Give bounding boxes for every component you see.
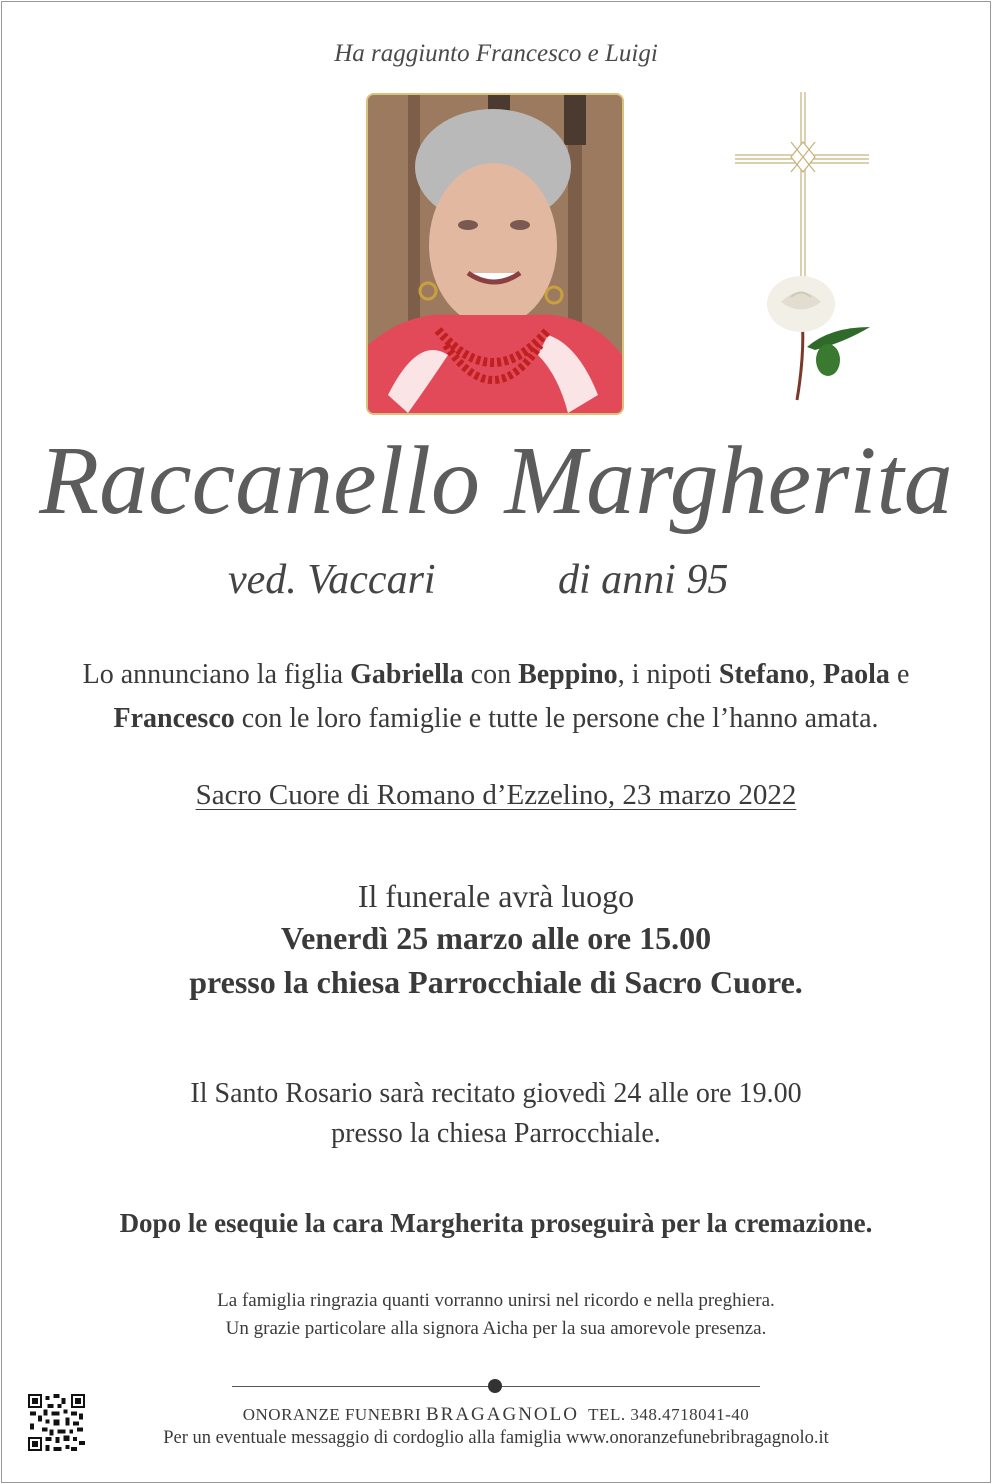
announcement-paragraph: Lo annunciano la figlia Gabriella con Beppino, i nipoti Stefano, Paola e Francesco con le loro famiglie e tutte le persone che l’hanno amata. bbox=[82, 659, 910, 734]
widow-of: ved. Vaccari bbox=[228, 557, 436, 603]
rosary-line-2: presso la chiesa Parrocchiale. bbox=[331, 1118, 661, 1149]
thanks-line-2: Un grazie particolare alla signora Aicha per la sua amorevole presenza. bbox=[225, 1318, 767, 1339]
deceased-name: Raccanello Margherita bbox=[39, 427, 953, 535]
age: di anni 95 bbox=[558, 557, 729, 603]
funeral-line-2: Venerdì 25 marzo alle ore 15.00 bbox=[280, 920, 712, 956]
place-date: Sacro Cuore di Romano d’Ezzelino, 23 marzo 2022 bbox=[195, 779, 797, 811]
condolence-message[interactable]: Per un eventuale messaggio di cordoglio alla famiglia www.onoranzefunebribragagnolo.it bbox=[163, 1428, 829, 1448]
divider-dot bbox=[488, 1379, 502, 1393]
funeral-line-1: Il funerale avrà luogo bbox=[357, 878, 635, 914]
rosary-line-1: Il Santo Rosario sarà recitato giovedì 24 alle ore 19.00 bbox=[190, 1078, 802, 1109]
cross-icon bbox=[735, 92, 871, 402]
portrait-photo bbox=[366, 93, 624, 415]
cremation-note: Dopo le esequie la cara Margherita proseguirà per la cremazione. bbox=[119, 1208, 873, 1238]
company-line: ONORANZE FUNEBRI BRAGAGNOLO TEL. 348.4718041-40 bbox=[242, 1404, 750, 1425]
top-note: Ha raggiunto Francesco e Luigi bbox=[334, 40, 658, 67]
thanks-line-1: La famiglia ringrazia quanti vorranno unirsi nel ricordo e nella preghiera. bbox=[217, 1290, 775, 1311]
funeral-line-3: presso la chiesa Parrocchiale di Sacro Cuore. bbox=[189, 964, 803, 1000]
rose-icon bbox=[767, 276, 870, 400]
